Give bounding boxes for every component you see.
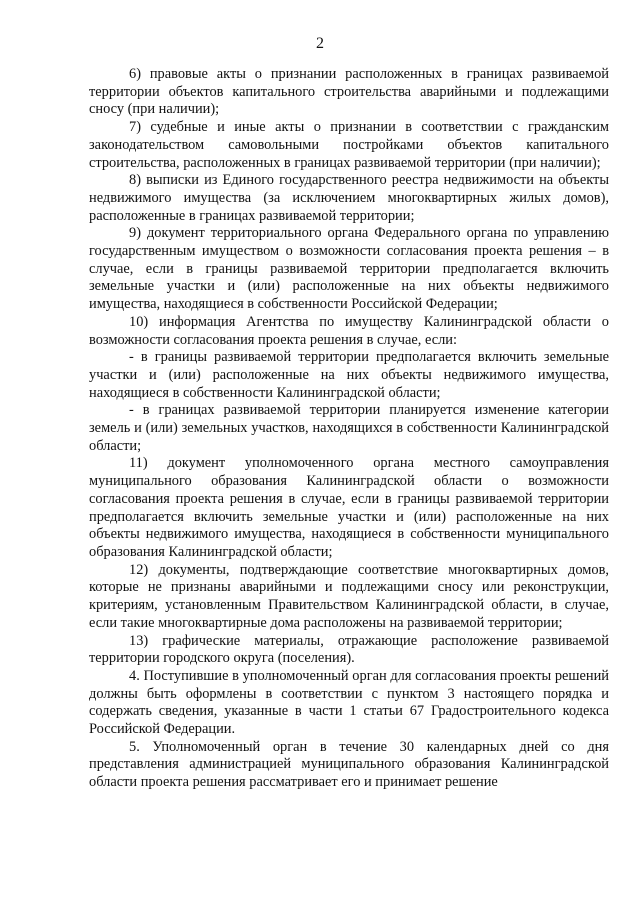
document-body <box>89 66 609 792</box>
paragraph-item-12: 12) документы, подтверждающие соответствие многоквартирных домов, которые не признаны аварийными и подлежащими сносу или реконструкции, критериям, установленным Правительством Калининградской области, в случае, если такие многоквартирные дома расположены на развиваемой территории; <box>89 561 609 631</box>
paragraph-item-13: 13) графические материалы, отражающие расположение развиваемой территории городского округа (поселения). <box>89 632 609 667</box>
paragraph-item-10-sub-1: - в границы развиваемой территории предполагается включить земельные участки и (или) расположенные на них объекты недвижимого имущества, находящиеся в собственности Калининградской области; <box>89 349 609 401</box>
paragraph-item-11: 11) документ уполномоченного органа местного самоуправления муниципального образования Калининградской области о возможности согласования проекта решения в случае, если в границы развиваемой территории предполагается включить земельные участки и (или) расположенные на них объекты недвижимого имущества, находящиеся в собственности муниципального образования Калининградской области; <box>89 455 609 560</box>
paragraph-item-7: 7) судебные и иные акты о признании в соответствии с гражданским законодательством самовольными постройками объектов капитального строительства, расположенных в границах развиваемой территории (при наличии); <box>89 119 609 171</box>
paragraph-item-8: 8) выписки из Единого государственного реестра недвижимости на объекты недвижимого имущества (за исключением многоквартирных жилых домов), расположенные в границах развиваемой территории; <box>89 172 609 224</box>
paragraph-item-9: 9) документ территориального органа Федерального органа по управлению государственным имуществом о возможности согласования проекта решения – в случае, если в границы развиваемой территории предполагается включить земельные участки и (или) расположенные на них объекты недвижимого имущества, находящиеся в собственности Российской Федерации; <box>89 225 609 313</box>
paragraph-item-10: 10) информация Агентства по имуществу Калининградской области о возможности согласования проекта решения в случае, если: <box>89 313 609 348</box>
paragraph-item-6: 6) правовые акты о признании расположенных в границах развиваемой территории объектов капитального строительства аварийными и подлежащими сносу (при наличии); <box>89 66 609 118</box>
paragraph-clause-5: 5. Уполномоченный орган в течение 30 календарных дней со дня представления администрацией муниципального образования Калининградской области проекта решения рассматривает его и принимает решение <box>89 738 609 791</box>
paragraph-clause-4: 4. Поступившие в уполномоченный орган для согласования проекты решений должны быть оформлены в соответствии с пунктом 3 настоящего порядка и содержать сведения, указанные в части 1 статьи 67 Градостроительного кодекса Российской Федерации. <box>89 667 609 738</box>
paragraph-item-10-sub-2: - в границах развиваемой территории планируется изменение категории земель и (или) земельных участков, находящихся в собственности Калининградской области; <box>89 402 609 454</box>
page-number: 2 <box>316 35 324 52</box>
